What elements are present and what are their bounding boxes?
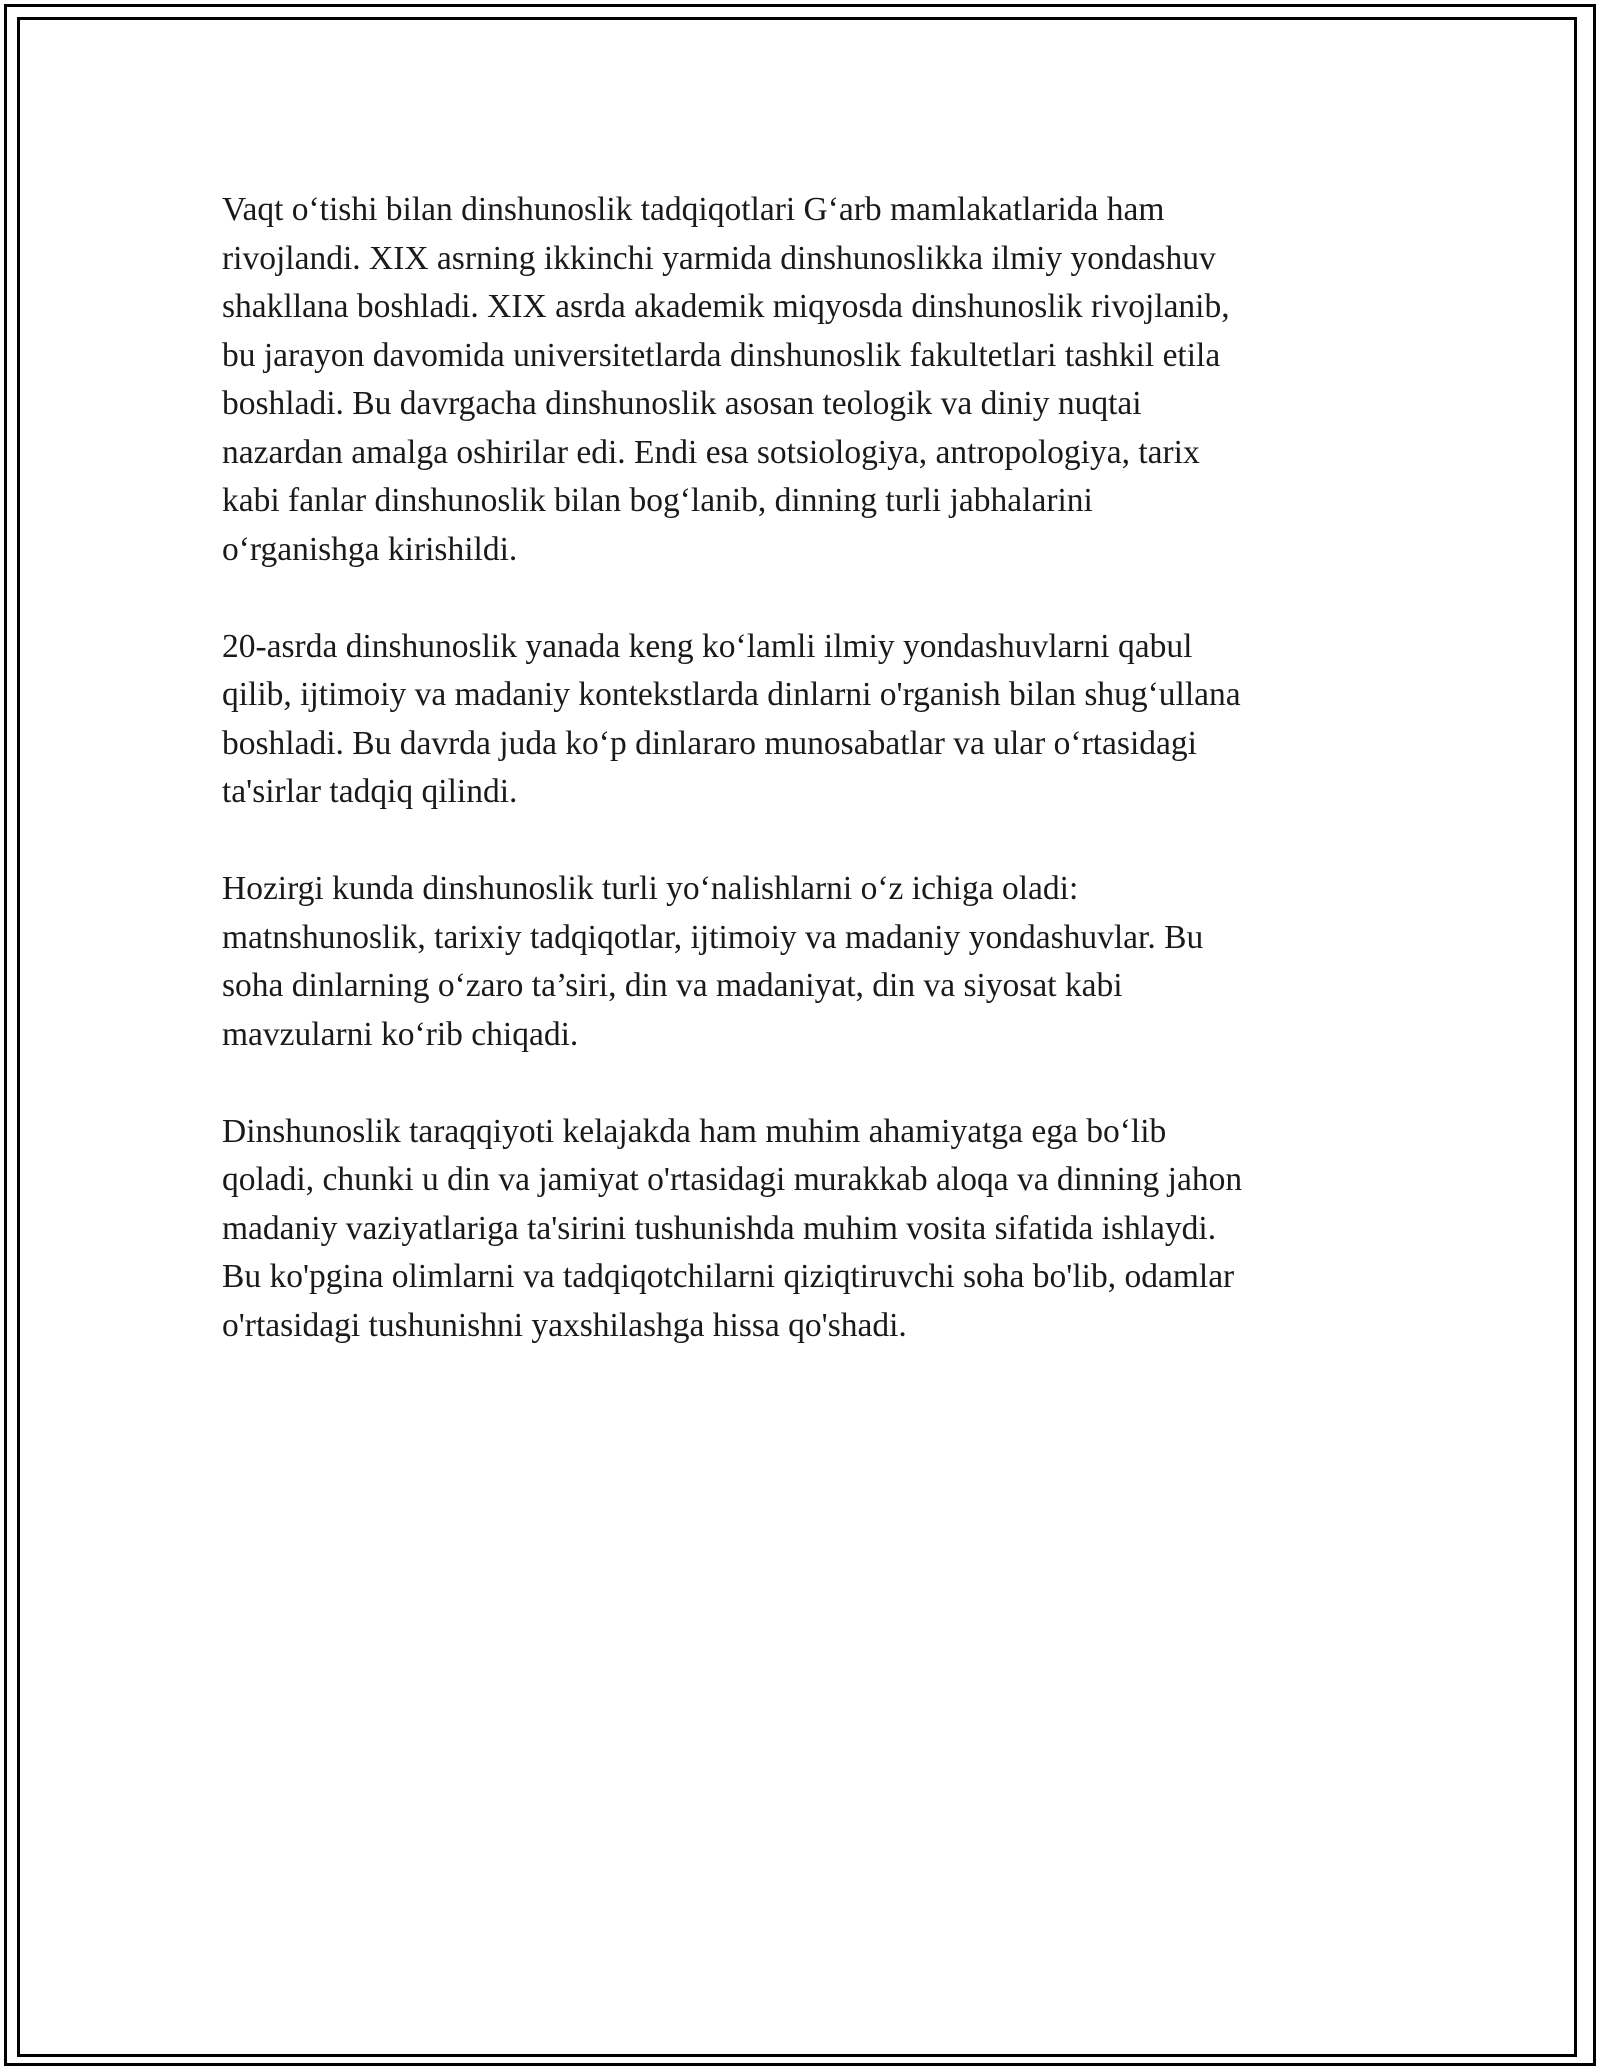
text-line: boshladi. Bu davrda juda ko‘p dinlararo munosabatlar va ular o‘rtasidagi bbox=[222, 724, 1197, 762]
document-body bbox=[222, 186, 1382, 1399]
text-line: rivojlandi. XIX asrning ikkinchi yarmida dinshunoslikka ilmiy yondashuv bbox=[222, 239, 1216, 277]
paragraph bbox=[222, 1108, 1382, 1351]
text-line: Vaqt o‘tishi bilan dinshunoslik tadqiqotlari G‘arb mamlakatlarida ham bbox=[222, 191, 1165, 228]
text-line: bu jarayon davomida universitetlarda dinshunoslik fakultetlari tashkil etila bbox=[222, 336, 1221, 374]
paragraph bbox=[222, 186, 1382, 574]
text-line: o'rtasidagi tushunishni yaxshilashga hissa qo'shadi. bbox=[222, 1306, 907, 1344]
text-line: Dinshunoslik taraqqiyoti kelajakda ham muhim ahamiyatga ega bo‘lib bbox=[222, 1112, 1167, 1150]
paragraph bbox=[222, 623, 1382, 817]
text-line: 20-asrda dinshunoslik yanada keng ko‘lamli ilmiy yondashuvlarni qabul bbox=[222, 627, 1193, 665]
text-line: boshladi. Bu davrgacha dinshunoslik asosan teologik va diniy nuqtai bbox=[222, 385, 1142, 422]
text-line: kabi fanlar dinshunoslik bilan bog‘lanib, dinning turli jabhalarini bbox=[222, 482, 1093, 519]
text-line: nazardan amalga oshirilar edi. Endi esa sotsiologiya, antropologiya, tarix bbox=[222, 433, 1200, 471]
text-line: ta'sirlar tadqiq qilindi. bbox=[222, 773, 518, 810]
text-line: Hozirgi kunda dinshunoslik turli yo‘nalishlarni o‘z ichiga oladi: bbox=[222, 870, 1079, 907]
text-line: qoladi, chunki u din va jamiyat o'rtasidagi murakkab aloqa va dinning jahon bbox=[222, 1161, 1243, 1198]
text-line: Bu ko'pgina olimlarni va tadqiqotchilarni qiziqtiruvchi soha bo'lib, odamlar bbox=[222, 1258, 1235, 1295]
text-line: qilib, ijtimoiy va madaniy kontekstlarda dinlarni o'rganish bilan shug‘ullana bbox=[222, 676, 1241, 713]
text-line: o‘rganishga kirishildi. bbox=[222, 530, 518, 568]
paragraph bbox=[222, 865, 1382, 1059]
text-line: madaniy vaziyatlariga ta'sirini tushunishda muhim vosita sifatida ishlaydi. bbox=[222, 1209, 1217, 1247]
text-line: mavzularni ko‘rib chiqadi. bbox=[222, 1015, 579, 1053]
text-line: soha dinlarning o‘zaro ta’siri, din va madaniyat, din va siyosat kabi bbox=[222, 967, 1123, 1004]
text-line: matnshunoslik, tarixiy tadqiqotlar, ijtimoiy va madaniy yondashuvlar. Bu bbox=[222, 918, 1204, 956]
text-line: shakllana boshladi. XIX asrda akademik miqyosda dinshunoslik rivojlanib, bbox=[222, 288, 1230, 325]
